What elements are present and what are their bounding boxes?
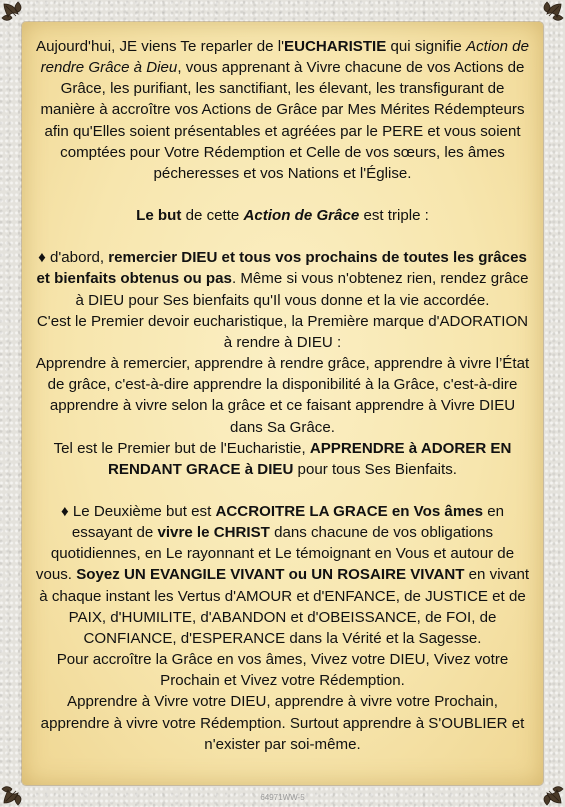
purpose-bold: Le but — [136, 207, 182, 225]
first-purpose-emphasis: remercier DIEU et tous vos prochains de toutes les grâces et bienfaits obtenus ou pas — [36, 249, 527, 288]
grace-emphasis: ACCROITRE LA GRACE en Vos âmes — [215, 502, 484, 520]
second-purpose-text: ♦ Le Deuxième but est — [60, 502, 216, 520]
second-purpose-text: en essayant de — [71, 502, 505, 542]
second-purpose-paragraph — [34, 501, 531, 649]
fleur-de-lis-icon — [529, 0, 565, 36]
first-duty-paragraph: C'est le Premier devoir eucharistique, la Première marque d'ADORATION à rendre à DIEU : — [36, 312, 529, 351]
purpose-italic: Action de Grâce — [243, 207, 360, 225]
first-purpose-paragraph — [34, 247, 531, 310]
intro-text: qui signifie — [386, 38, 467, 55]
evangile-emphasis: Soyez UN EVANGILE VIVANT ou UN ROSAIRE VIVANT — [76, 566, 465, 584]
reference-code: 64971WW-5 — [260, 793, 305, 802]
purpose-heading — [34, 205, 531, 226]
purpose-text: est triple : — [359, 207, 429, 225]
intro-text: , vous apprenant à Vivre chacune de vos Actions de Grâce, les purifiant, les sanctifiant, les élevant, les transfigurant de manière à accroître vos Actions de Grâce par Mes Mérites Rédempteurs afin qu'Elles soient présentables et agréées par le PERE et vous soient comptées pour Votre Rédemption et Celle de vos sœurs, les âmes pécheresses et vos Nations et l'Église. — [40, 59, 525, 182]
first-goal-summary — [34, 438, 531, 480]
first-purpose-text: ♦ d'abord, — [38, 249, 109, 267]
message-body — [34, 36, 531, 755]
second-purpose-text: dans chacune de vos obligations quotidiennes, en Le rayonnant et Le témoignant en Vous et autour de vous. — [35, 524, 515, 584]
increase-grace-paragraph: Pour accroître la Grâce en vos âmes, Vivez votre DIEU, Vivez votre Prochain et Vivez votre Rédemption. — [56, 651, 509, 690]
purpose-text: de cette — [181, 207, 244, 225]
christ-emphasis: vivre le CHRIST — [157, 524, 270, 542]
second-purpose-text: en vivant à chaque instant les Vertus d'AMOUR et d'ENFANCE, de JUSTICE et de PAIX, d'HUMILITE, d'ABANDON et d'OBEISSANCE, de FOI, de CONFIANCE, d'ESPERANCE dans la Vérité et la Sagesse. — [39, 566, 530, 647]
first-goal-text: pour tous Ses Bienfaits. — [293, 460, 457, 478]
first-goal-emphasis: APPRENDRE à ADORER EN RENDANT GRACE à DIEU — [108, 439, 512, 478]
fleur-de-lis-icon — [0, 0, 36, 36]
learn-thanks-paragraph: Apprendre à remercier, apprendre à rendre grâce, apprendre à vivre l’État de grâce, c'est-à-dire apprendre la disponibilité à la Grâce, c'est-à-dire apprendre à vivre selon la grâce et ce faisant apprendre à Vivre DIEU dans Sa Grâce. — [35, 355, 530, 436]
closing-paragraph: Apprendre à Vivre votre DIEU, apprendre à vivre votre Prochain, apprendre à vivre votre Rédemption. Surtout apprendre à S'OUBLIER et n'exister par soi-même. — [40, 693, 525, 753]
first-purpose-text: . Même si vous n'obtenez rien, rendez grâce à DIEU pour Ses bienfaits qu'Il vous donne et la vie accordée. — [75, 270, 529, 309]
intro-text: Aujourd'hui, JE viens Te reparler de l' — [36, 38, 284, 55]
first-goal-text: Tel est le Premier but de l'Eucharistie, — [53, 439, 310, 457]
intro-paragraph — [34, 36, 531, 184]
definition-italic: Action de rendre Grâce à Dieu — [40, 38, 529, 77]
eucharistie-emphasis: EUCHARISTIE — [284, 38, 387, 55]
